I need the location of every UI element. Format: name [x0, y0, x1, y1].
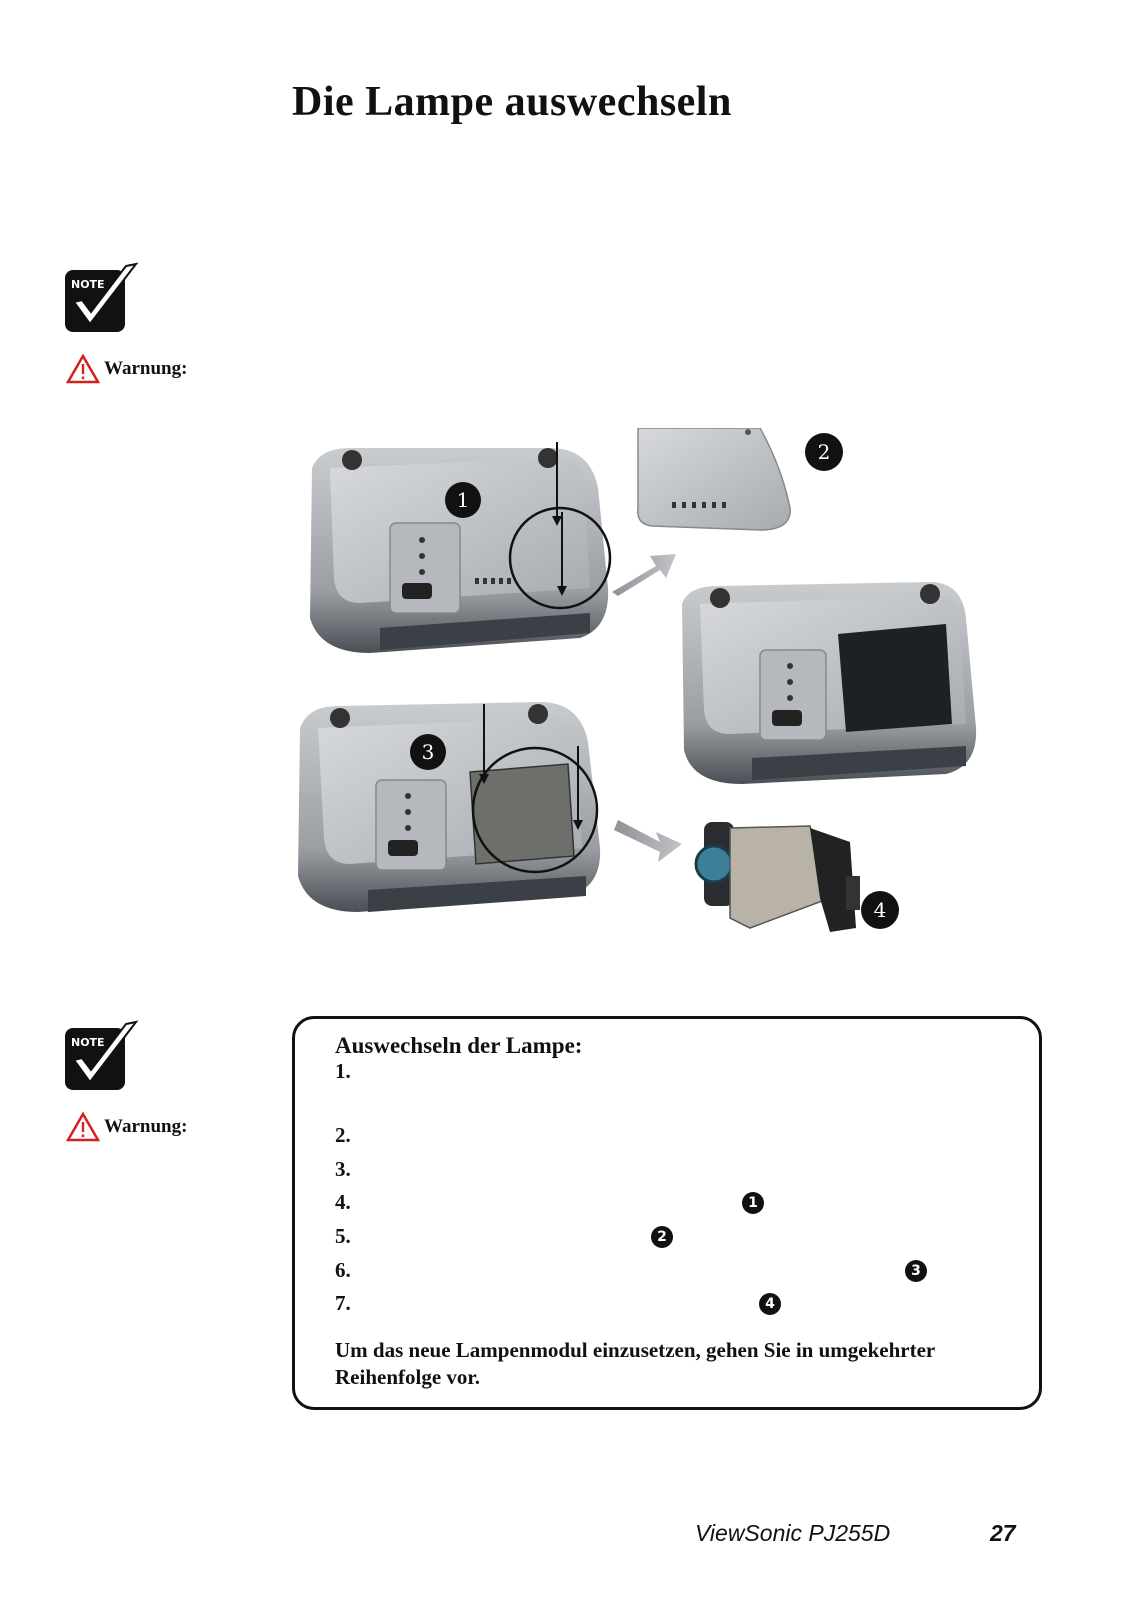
callout-3-label: 3 [421, 740, 435, 764]
step-ref-badge: 2 [651, 1226, 673, 1248]
projector-bottom-view-1 [310, 442, 610, 653]
svg-text:NOTE: NOTE [71, 1036, 105, 1049]
page-title: Die Lampe auswechseln [292, 79, 732, 125]
callout-3 [410, 734, 446, 770]
step-number: 3. [335, 1157, 351, 1181]
callout-2-label: 2 [817, 440, 831, 464]
page-number: 27 [990, 1520, 1016, 1546]
step-ref-badge: 3 [905, 1260, 927, 1282]
projector-bottom-view-3 [298, 702, 600, 912]
step-number: 6. [335, 1258, 351, 1282]
callout-1 [445, 482, 481, 518]
lamp-cover [638, 428, 790, 530]
procedure-box [292, 1016, 1042, 1410]
note-check-icon [64, 262, 140, 334]
warning-triangle-icon [66, 354, 100, 384]
step-ref-badge: 1 [742, 1192, 764, 1214]
step-number: 2. [335, 1123, 351, 1147]
warning-note [66, 1112, 187, 1142]
procedure-title: Auswechseln der Lampe: [335, 1033, 583, 1058]
procedure-closing-text: Um das neue Lampenmodul einzusetzen, gehen Sie in umgekehrter Reihenfolge vor. [335, 1338, 935, 1389]
footer-model: ViewSonic PJ255D [695, 1520, 891, 1546]
step-ref-badge: 4 [759, 1293, 781, 1315]
warning-label: Warnung: [104, 1116, 188, 1137]
callout-4-label: 4 [873, 898, 887, 922]
callout-1-label: 1 [456, 488, 470, 512]
callout-2 [805, 433, 843, 471]
step-number: 7. [335, 1291, 351, 1315]
direction-arrow [614, 820, 682, 862]
svg-text:NOTE: NOTE [71, 278, 105, 291]
lamp-module [696, 822, 860, 932]
warning-note [66, 354, 187, 384]
note-check-icon [64, 1020, 140, 1092]
projector-bottom-view-2 [682, 582, 976, 784]
warning-triangle-icon [66, 1112, 100, 1142]
step-number: 5. [335, 1224, 351, 1248]
step-number: 4. [335, 1190, 351, 1214]
direction-arrow [612, 554, 676, 596]
warning-label: Warnung: [104, 358, 188, 379]
lamp-replacement-illustration [290, 428, 1010, 984]
step-number: 1. [335, 1059, 351, 1083]
callout-4 [861, 891, 899, 929]
